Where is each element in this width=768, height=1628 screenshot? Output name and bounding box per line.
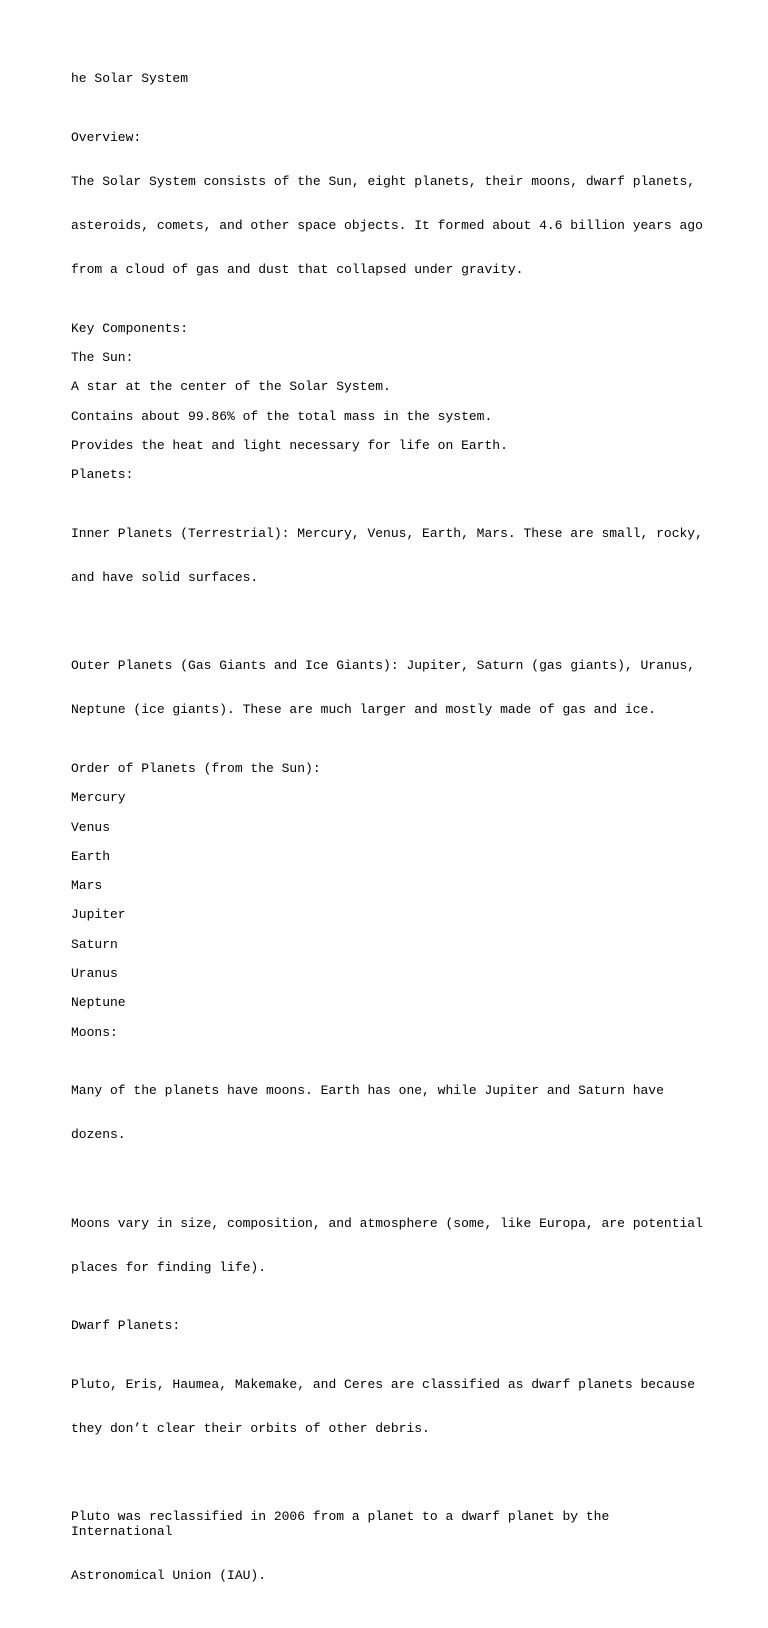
- outer-planets-line: Neptune (ice giants). These are much larger and mostly made of gas and ice.: [71, 702, 657, 718]
- dwarf-planets-line: Pluto, Eris, Haumea, Makemake, and Ceres are classified as dwarf planets because: [71, 1377, 696, 1393]
- planet-order-item: Uranus: [71, 966, 118, 982]
- moons-heading: Moons:: [71, 1024, 118, 1040]
- planet-order-item: Mercury: [71, 790, 126, 806]
- dwarf-planets-paragraph: [71, 1481, 711, 1613]
- planets-heading: Planets:: [71, 467, 134, 483]
- planet-order-item: Saturn: [71, 936, 118, 952]
- planet-order-item: Jupiter: [71, 907, 126, 923]
- moons-line: Moons vary in size, composition, and atmosphere (some, like Europa, are potential: [71, 1215, 703, 1231]
- overview-heading: Overview:: [71, 129, 142, 145]
- inner-planets-paragraph: [71, 498, 711, 616]
- outer-planets-line: Outer Planets (Gas Giants and Ice Giants): Jupiter, Saturn (gas giants), Uranus,: [71, 658, 696, 674]
- overview-line: asteroids, comets, and other space objects. It formed about 4.6 billion years ago: [71, 217, 703, 233]
- sun-point: Contains about 99.86% of the total mass in the system.: [71, 408, 493, 424]
- planet-order-item: Neptune: [71, 995, 126, 1011]
- moons-line: Many of the planets have moons. Earth has one, while Jupiter and Saturn have: [71, 1083, 664, 1099]
- key-components-heading: Key Components:: [71, 320, 189, 336]
- document-title: he Solar System: [71, 71, 189, 86]
- planet-order-item: Mars: [71, 878, 103, 894]
- dwarf-planets-heading: Dwarf Planets:: [71, 1318, 181, 1334]
- sun-point: A star at the center of the Solar System.: [71, 379, 391, 395]
- sun-heading: The Sun:: [71, 350, 134, 366]
- moons-paragraph: [71, 1055, 711, 1173]
- planet-order-item: Venus: [71, 819, 111, 835]
- planet-order-item: Earth: [71, 848, 111, 864]
- moons-line: dozens.: [71, 1127, 126, 1143]
- dwarf-planets-paragraph: [71, 1349, 711, 1467]
- outer-planets-paragraph: [71, 630, 711, 748]
- inner-planets-line: and have solid surfaces.: [71, 570, 259, 586]
- sun-point: Provides the heat and light necessary for life on Earth.: [71, 437, 508, 453]
- inner-planets-line: Inner Planets (Terrestrial): Mercury, Venus, Earth, Mars. These are small, rocky,: [71, 525, 703, 541]
- overview-section: [71, 101, 711, 307]
- dwarf-planets-line: they don’t clear their orbits of other debris.: [71, 1421, 430, 1437]
- moons-paragraph: [71, 1187, 711, 1305]
- dwarf-planets-line: Pluto was reclassified in 2006 from a planet to a dwarf planet by the International: [71, 1509, 618, 1539]
- overview-line: The Solar System consists of the Sun, eight planets, their moons, dwarf planets,: [71, 173, 696, 189]
- overview-line: from a cloud of gas and dust that collapsed under gravity.: [71, 262, 524, 278]
- planet-order-heading: Order of Planets (from the Sun):: [71, 760, 321, 776]
- document-page: [71, 72, 711, 1628]
- dwarf-planets-line: Astronomical Union (IAU).: [71, 1568, 267, 1584]
- moons-line: places for finding life).: [71, 1259, 267, 1275]
